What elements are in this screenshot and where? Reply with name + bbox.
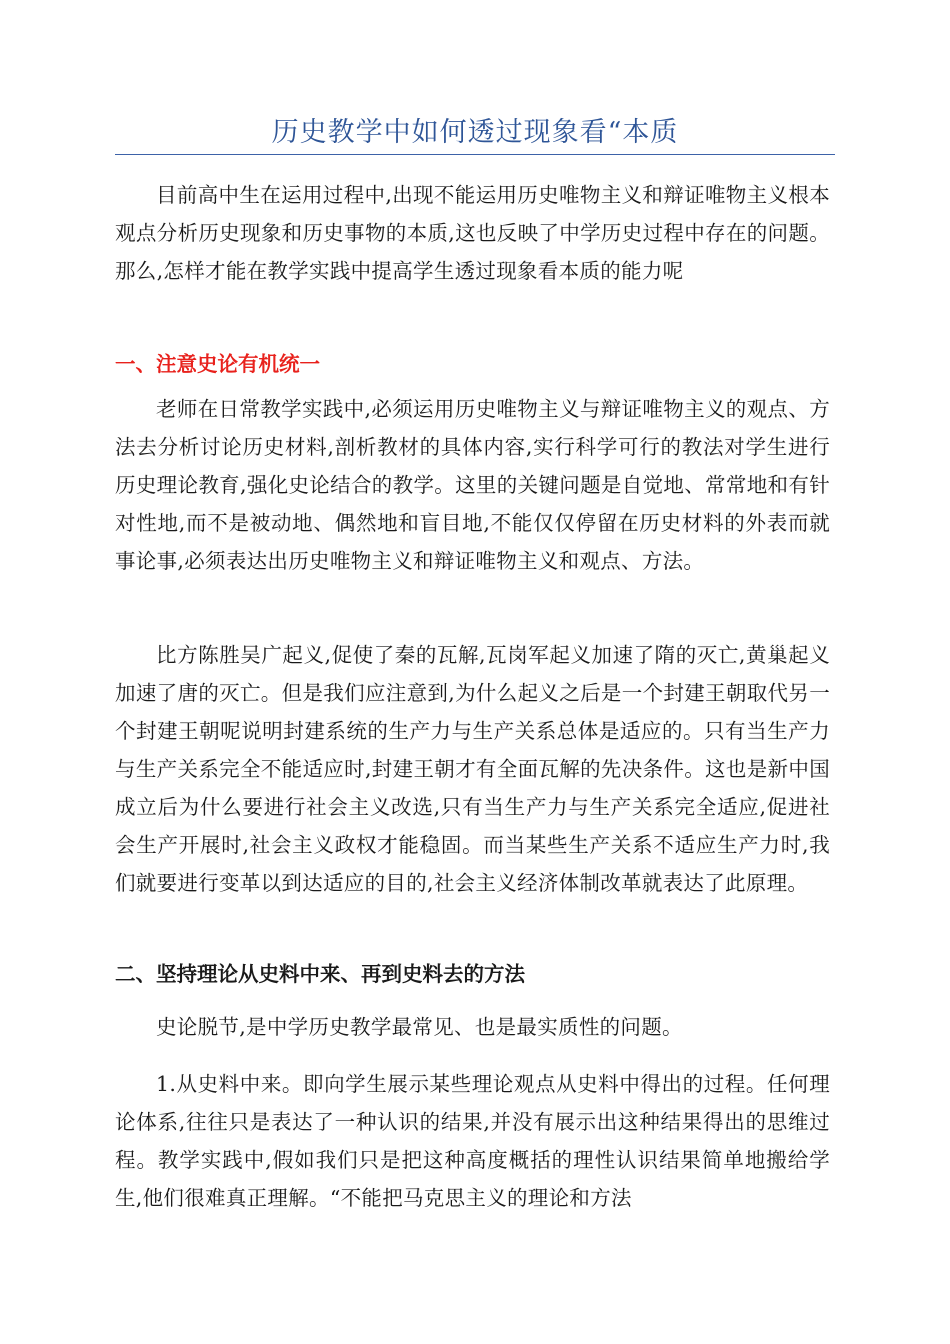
section-1-heading: 一、注意史论有机统一 [115,352,320,376]
intro-paragraph: 目前高中生在运用过程中,出现不能运用历史唯物主义和辩证唯物主义根本观点分析历史现象和历史事物的本质,这也反映了中学历史过程中存在的问题。那么,怎样才能在教学实践中提高学生透过现象看本质的能力呢 [115,183,830,283]
section-1-paragraph-2: 比方陈胜吴广起义,促使了秦的瓦解,瓦岗军起义加速了隋的灭亡,黄巢起义加速了唐的灭亡。但是我们应注意到,为什么起义之后是一个封建王朝取代另一个封建王朝呢说明封建系统的生产力与生产关系总体是适应的。只有当生产力与生产关系完全不能适应时,封建王朝才有全面瓦解的先决条件。这也是新中国成立后为什么要进行社会主义改选,只有当生产力与生产关系完全适应,促进社会生产开展时,社会主义政权才能稳固。而当某些生产关系不适应生产力时,我们就要进行变革以到达适应的目的,社会主义经济体制改革就表达了此原理。 [115,643,830,895]
section-2-heading: 二、坚持理论从史料中来、再到史料去的方法 [115,962,525,986]
section-1-paragraph-1: 老师在日常教学实践中,必须运用历史唯物主义与辩证唯物主义的观点、方法去分析讨论历史材料,剖析教材的具体内容,实行科学可行的教法对学生进行历史理论教育,强化史论结合的教学。这里的关键问题是自觉地、常常地和有针对性地,而不是被动地、偶然地和盲目地,不能仅仅停留在历史材料的外表而就事论事,必须表达出历史唯物主义和辩证唯物主义和观点、方法。 [115,397,830,573]
document-title: 历史教学中如何透过现象看“本质 [271,117,679,148]
section-2-paragraph-2: 1.从史料中来。即向学生展示某些理论观点从史料中得出的过程。任何理论体系,往往只是表达了一种认识的结果,并没有展示出这种结果得出的思维过程。教学实践中,假如我们只是把这种高度概括的理性认识结果简单地搬给学生,他们很难真正理解。“不能把马克思主义的理论和方法 [115,1072,830,1210]
title-underline [115,154,835,155]
section-2-paragraph-1: 史论脱节,是中学历史教学最常见、也是最实质性的问题。 [156,1015,683,1039]
